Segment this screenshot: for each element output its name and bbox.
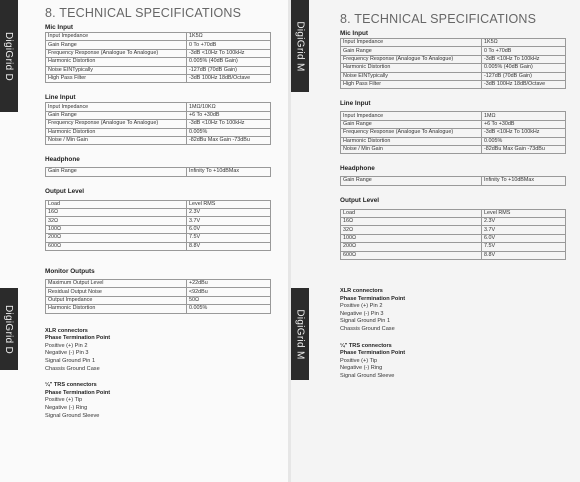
- section-heading: Line Input: [45, 94, 76, 102]
- table-row: [46, 111, 271, 119]
- table-row: [341, 218, 566, 226]
- spec-value: 1MΩ: [482, 112, 566, 120]
- table-row: [46, 128, 271, 136]
- spec-value: 0.005% (40dB Gain): [482, 64, 566, 72]
- spec-value: +22dBu: [187, 280, 271, 288]
- xlr-heading: XLR connectors: [45, 327, 88, 334]
- spec-label: Maximum Output Level: [46, 280, 187, 288]
- spec-value: Level RMS: [187, 200, 271, 208]
- spec-label: Output Impedance: [46, 296, 187, 304]
- spec-value: -3dB <10Hz To 100kHz: [187, 49, 271, 57]
- spec-value: -82dBu Max Gain -73dBu: [187, 136, 271, 144]
- spec-value: 7.5V: [482, 243, 566, 251]
- spec-label: High Pass Filter: [46, 74, 187, 82]
- table-row: [341, 145, 566, 153]
- table-row: [341, 72, 566, 80]
- table-row: [46, 103, 271, 111]
- side-tab-label: DigiGrid D: [3, 304, 15, 354]
- list-item: Signal Ground Sleeve: [45, 412, 100, 419]
- spec-value: 50Ω: [187, 296, 271, 304]
- table-row: [46, 58, 271, 66]
- spec-value: -127dB (70dB Gain): [482, 72, 566, 80]
- spec-value: 0.005%: [187, 128, 271, 136]
- page-title: 8. TECHNICAL SPECIFICATIONS: [340, 12, 537, 26]
- table-row: [46, 280, 271, 288]
- spec-table-mic-input: [45, 32, 271, 83]
- spec-value: -3dB <10Hz To 100kHz: [482, 55, 566, 63]
- spec-value: -3dB <10Hz To 100kHz: [482, 129, 566, 137]
- spec-value: 0 To +70dB: [187, 41, 271, 49]
- table-row: [46, 66, 271, 74]
- spec-label: Load: [341, 209, 482, 217]
- list-item: Signal Ground Pin 1: [45, 357, 96, 364]
- spec-label: Frequency Response (Analogue To Analogue): [46, 120, 187, 128]
- spec-value: 7.5V: [187, 234, 271, 242]
- side-tab-label: DigiGrid D: [3, 31, 15, 81]
- table-row: [341, 209, 566, 217]
- list-item: Negative (-) Ring: [340, 365, 383, 372]
- spec-label: Frequency Response (Analogue To Analogue): [341, 55, 482, 63]
- spec-label: 200Ω: [341, 243, 482, 251]
- table-row: [46, 120, 271, 128]
- trs-subheading: Phase Termination Point: [45, 389, 111, 396]
- spec-label: Noise EINTypically: [341, 72, 482, 80]
- spec-value: 1K5Ω: [187, 33, 271, 41]
- section-heading: Line Input: [340, 100, 371, 108]
- section-heading: Output Level: [340, 196, 380, 204]
- side-tab-top: [291, 0, 309, 92]
- xlr-subheading: Phase Termination Point: [45, 335, 111, 342]
- table-row: [341, 137, 566, 145]
- spec-label: Gain Range: [46, 168, 187, 176]
- side-tab-bottom: [291, 288, 309, 380]
- table-row: [341, 251, 566, 259]
- list-item: Signal Ground Pin 1: [340, 318, 391, 325]
- spec-label: 600Ω: [341, 251, 482, 259]
- spec-content: [340, 12, 575, 381]
- spec-label: Noise / Min Gain: [46, 136, 187, 144]
- list-item: Positive (+) Pin 2: [340, 303, 383, 310]
- table-row: [46, 217, 271, 225]
- spec-value: Level RMS: [482, 209, 566, 217]
- section-heading: Mic Input: [45, 24, 74, 31]
- spec-label: 600Ω: [46, 242, 187, 250]
- list-item: Chassis Ground Case: [45, 365, 100, 372]
- page-title: 8. TECHNICAL SPECIFICATIONS: [45, 6, 242, 20]
- table-row: [341, 39, 566, 47]
- table-row: [46, 168, 271, 176]
- spec-label: Input Impedance: [46, 33, 187, 41]
- table-row: [341, 80, 566, 88]
- spec-label: Gain Range: [341, 120, 482, 128]
- spec-value: 8.8V: [187, 242, 271, 250]
- table-row: [341, 64, 566, 72]
- table-row: [46, 136, 271, 144]
- spec-value: 6.0V: [482, 234, 566, 242]
- page-digigrid-d: [0, 0, 288, 482]
- section-heading: Headphone: [340, 165, 375, 173]
- spec-value: 6.0V: [187, 225, 271, 233]
- spec-label: 32Ω: [46, 217, 187, 225]
- spec-value: <92dBu: [187, 288, 271, 296]
- page-digigrid-m: [291, 0, 580, 482]
- side-tab-top: [0, 0, 18, 112]
- table-row: [46, 242, 271, 250]
- spec-value: 0 To +70dB: [482, 47, 566, 55]
- section-heading: Output Level: [45, 187, 85, 195]
- spec-table-output-level: [340, 209, 566, 260]
- spec-table-output-level: [45, 200, 271, 251]
- spec-label: Frequency Response (Analogue To Analogue): [46, 49, 187, 57]
- spec-label: Harmonic Distortion: [341, 137, 482, 145]
- list-item: Positive (+) Tip: [45, 397, 83, 404]
- list-item: Positive (+) Pin 2: [45, 342, 88, 349]
- spec-label: Input Impedance: [341, 39, 482, 47]
- spec-label: 100Ω: [341, 234, 482, 242]
- table-row: [46, 225, 271, 233]
- side-tab-label: DigiGrid M: [294, 20, 306, 72]
- side-tab-bottom: [0, 288, 18, 370]
- spec-value: 3.7V: [482, 226, 566, 234]
- spec-label: 200Ω: [46, 234, 187, 242]
- table-row: [46, 209, 271, 217]
- spec-label: 16Ω: [341, 218, 482, 226]
- table-row: [46, 288, 271, 296]
- spec-value: 0.005% (40dB Gain): [187, 58, 271, 66]
- table-row: [46, 49, 271, 57]
- spec-value: 0.005%: [187, 305, 271, 313]
- spec-value: -82dBu Max Gain -73dBu: [482, 145, 566, 153]
- spec-label: Frequency Response (Analogue To Analogue): [341, 129, 482, 137]
- trs-subheading: Phase Termination Point: [340, 350, 406, 357]
- spec-label: 100Ω: [46, 225, 187, 233]
- spec-value: 1MΩ/10KΩ: [187, 103, 271, 111]
- section-heading: Monitor Outputs: [45, 268, 95, 276]
- spec-label: Noise EINTypically: [46, 66, 187, 74]
- spec-value: -3dB 100Hz 18dB/Octave: [187, 74, 271, 82]
- spec-label: Noise / Min Gain: [341, 145, 482, 153]
- spec-label: 32Ω: [341, 226, 482, 234]
- spec-table-headphone: [45, 167, 271, 176]
- spec-table-monitor-outputs: [45, 279, 271, 314]
- list-item: Negative (-) Pin 3: [340, 310, 384, 317]
- table-row: [341, 129, 566, 137]
- spec-table-headphone: [340, 176, 566, 185]
- spec-label: Gain Range: [341, 177, 482, 185]
- spec-value: 2.3V: [187, 209, 271, 217]
- spec-label: Gain Range: [341, 47, 482, 55]
- spec-label: Gain Range: [46, 41, 187, 49]
- table-row: [341, 55, 566, 63]
- spec-label: Harmonic Distortion: [46, 305, 187, 313]
- spec-label: Harmonic Distortion: [341, 64, 482, 72]
- table-row: [341, 112, 566, 120]
- xlr-heading: XLR connectors: [340, 288, 383, 295]
- spec-label: Load: [46, 200, 187, 208]
- list-item: Positive (+) Tip: [340, 357, 378, 364]
- table-row: [341, 177, 566, 185]
- side-tab-label: DigiGrid M: [294, 308, 306, 360]
- spec-label: Residual Output Noise: [46, 288, 187, 296]
- table-row: [46, 234, 271, 242]
- spec-value: 8.8V: [482, 251, 566, 259]
- spec-value: 3.7V: [187, 217, 271, 225]
- spec-content: [45, 6, 280, 420]
- spec-value: -127dB (70dB Gain): [187, 66, 271, 74]
- list-item: Negative (-) Pin 3: [45, 350, 89, 357]
- spec-label: High Pass Filter: [341, 80, 482, 88]
- spec-value: +6 To +30dB: [482, 120, 566, 128]
- spec-value: Infinity To +10dBMax: [187, 168, 271, 176]
- spec-value: -3dB <10Hz To 100kHz: [187, 120, 271, 128]
- table-row: [46, 33, 271, 41]
- trs-heading: ¼" TRS connectors: [45, 382, 97, 389]
- spec-label: Gain Range: [46, 111, 187, 119]
- spec-value: 0.005%: [482, 137, 566, 145]
- list-item: Chassis Ground Case: [340, 326, 395, 332]
- spec-label: Input Impedance: [46, 103, 187, 111]
- table-row: [46, 74, 271, 82]
- table-row: [341, 47, 566, 55]
- section-heading: Headphone: [45, 156, 80, 164]
- spec-value: +6 To +30dB: [187, 111, 271, 119]
- spec-value: -3dB 100Hz 18dB/Octave: [482, 80, 566, 88]
- spec-table-line-input: [340, 111, 566, 154]
- spec-value: 2.3V: [482, 218, 566, 226]
- table-row: [341, 243, 566, 251]
- section-heading: Mic Input: [340, 30, 369, 37]
- table-row: [46, 41, 271, 49]
- table-row: [46, 305, 271, 313]
- xlr-subheading: Phase Termination Point: [340, 295, 406, 302]
- table-row: [46, 296, 271, 304]
- spec-label: Harmonic Distortion: [46, 58, 187, 66]
- table-row: [341, 234, 566, 242]
- list-item: Negative (-) Ring: [45, 404, 88, 411]
- spec-table-line-input: [45, 102, 271, 145]
- spec-value: Infinity To +10dBMax: [482, 177, 566, 185]
- spec-label: 16Ω: [46, 209, 187, 217]
- table-row: [341, 226, 566, 234]
- list-item: Signal Ground Sleeve: [340, 372, 395, 379]
- spec-label: Harmonic Distortion: [46, 128, 187, 136]
- spec-value: 1K5Ω: [482, 39, 566, 47]
- trs-heading: ¼" TRS connectors: [340, 342, 392, 349]
- table-row: [46, 200, 271, 208]
- spec-table-mic-input: [340, 38, 566, 89]
- spec-label: Input Impedance: [341, 112, 482, 120]
- table-row: [341, 120, 566, 128]
